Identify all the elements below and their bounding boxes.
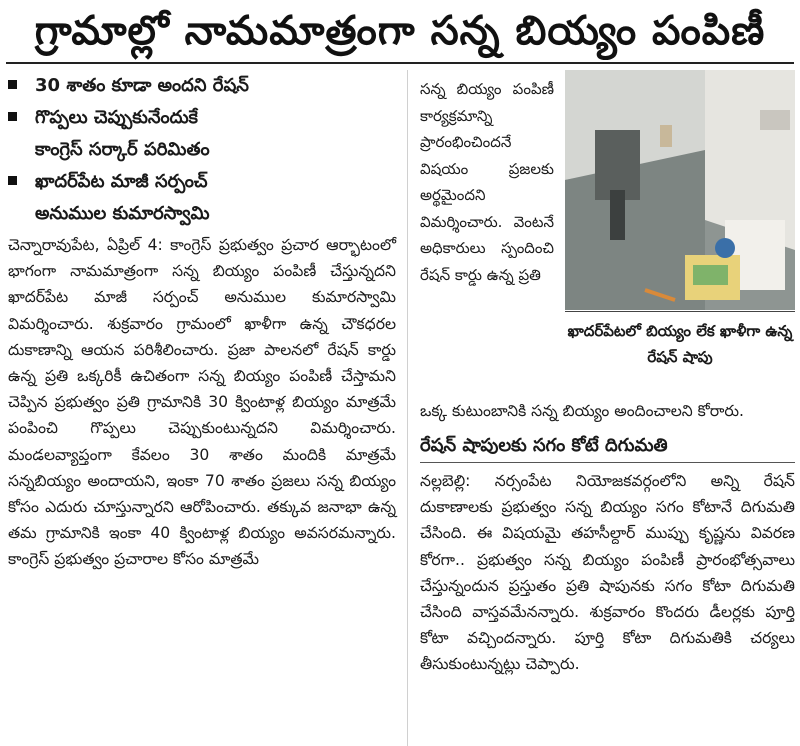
bullet-item: గొప్పలు చెప్పుకునేందుకే bbox=[8, 102, 398, 134]
photo-caption: ఖాదర్‌పేటలో బియ్యం లేక ఖాళీగా ఉన్న రేషన్ షాపు bbox=[567, 322, 793, 366]
square-bullet-icon bbox=[8, 112, 17, 121]
bullet-item-continued: కాంగ్రెస్ సర్కార్ పరిమితం bbox=[35, 139, 210, 160]
bullet-item: ఖాదర్‌పేట మాజీ సర్పంచ్ bbox=[8, 166, 398, 198]
article-body-left: చెన్నారావుపేట, ఏప్రిల్ 4: కాంగ్రెస్ ప్రభుత్వం ప్రచార ఆర్భాటంలో భాగంగా నామమాత్రంగా సన్న బియ్యం పంపిణీ చేస్తున్నదని ఖాదర్‌పేట మాజీ సర్పంచ్ అనుముల కుమారస్వామి విమర్శించారు. శుక్రవారం గ్రామంలో ఖాళీగా ఉన్న చౌకధరల దుకాణాన్ని ఆయన పరిశీలించారు. ప్రజా పాలనలో రేషన్ కార్డు ఉన్న ప్రతి ఒక్కరికీ ఉచితంగా సన్న బియ్యం పంపిణీ చేస్తామని చెప్పిన ప్రభుత్వం ప్రతి గ్రామానికి 30 క్వింటాళ్ల బియ్యం మాత్రమే పంపించి గొప్పలు చెప్పుకుంటున్నదని విమర్శించారు. మండలవ్యాప్తంగా కేవలం 30 శాతం మందికి మాత్రమే సన్నబియ్యం అందాయని, ఇంకా 70 శాతం ప్రజలు సన్న బియ్యం కోసం ఎదురు చూస్తున్నారని ఆరోపించారు. తక్కువ జనాభా ఉన్న తమ గ్రామానికి ఇంకా 40 క్వింటాళ్ల బియ్యం అవసరమన్నారు. కాంగ్రెస్ ప్రభుత్వం ప్రచారాల కోసం మాత్రమే bbox=[8, 236, 396, 569]
headline-rule bbox=[6, 62, 794, 64]
bullet-item-continued: అనుముల కుమారస్వామి bbox=[35, 203, 210, 224]
subheadline: రేషన్ షాపులకు సగం కోటే దిగుమతి bbox=[420, 435, 668, 456]
column-divider bbox=[407, 70, 408, 746]
ration-shop-photo-image bbox=[565, 70, 795, 310]
square-bullet-icon bbox=[8, 80, 17, 89]
article-body-middle: సన్న బియ్యం పంపిణీ కార్యక్రమాన్ని ప్రారంభించిందనే విషయం ప్రజలకు అర్థమైందని విమర్శించారు. వెంటనే అధికారులు స్పందించి రేషన్ కార్డు ఉన్న ప్రతి bbox=[420, 80, 554, 284]
article-body-right: నల్లబెల్లి: నర్సంపేట నియోజకవర్గంలోని అన్ని రేషన్ దుకాణాలకు ప్రభుత్వం సన్న బియ్యం సగం కోటానే దిగుమతి చేసింది. ఈ విషయమై తహసీల్దార్ ముప్పు కృష్ణను వివరణ కోరగా.. ప్రభుత్వం సన్న బియ్యం పంపిణీ ప్రారంభోత్సవాలు చేస్తున్నందున ప్రస్తుతం ప్రతి షాపునకు సగం కోటా దిగుమతి చేసింది వాస్తవమేనన్నారు. శుక్రవారం కొందరు డీలర్లకు పూర్తి కోటా వచ్చిందన్నారు. పూర్తి కోటా దిగుమతికి చర్యలు తీసుకుంటున్నట్లు చెప్పారు. bbox=[420, 472, 795, 674]
bullet-item: 30 శాతం కూడా అందని రేషన్ bbox=[8, 70, 398, 102]
highlight-bullets bbox=[8, 70, 398, 230]
headline: గ్రామాల్లో నామమాత్రంగా సన్న బియ్యం పంపిణీ bbox=[34, 8, 766, 54]
square-bullet-icon bbox=[8, 176, 17, 185]
caption-rule bbox=[565, 311, 795, 312]
article-body-continuation: ఒక్క కుటుంబానికి సన్న బియ్యం అందించాలని కోరారు. bbox=[420, 402, 744, 420]
ration-shop-photo bbox=[565, 70, 795, 310]
subheadline-rule bbox=[420, 462, 795, 463]
